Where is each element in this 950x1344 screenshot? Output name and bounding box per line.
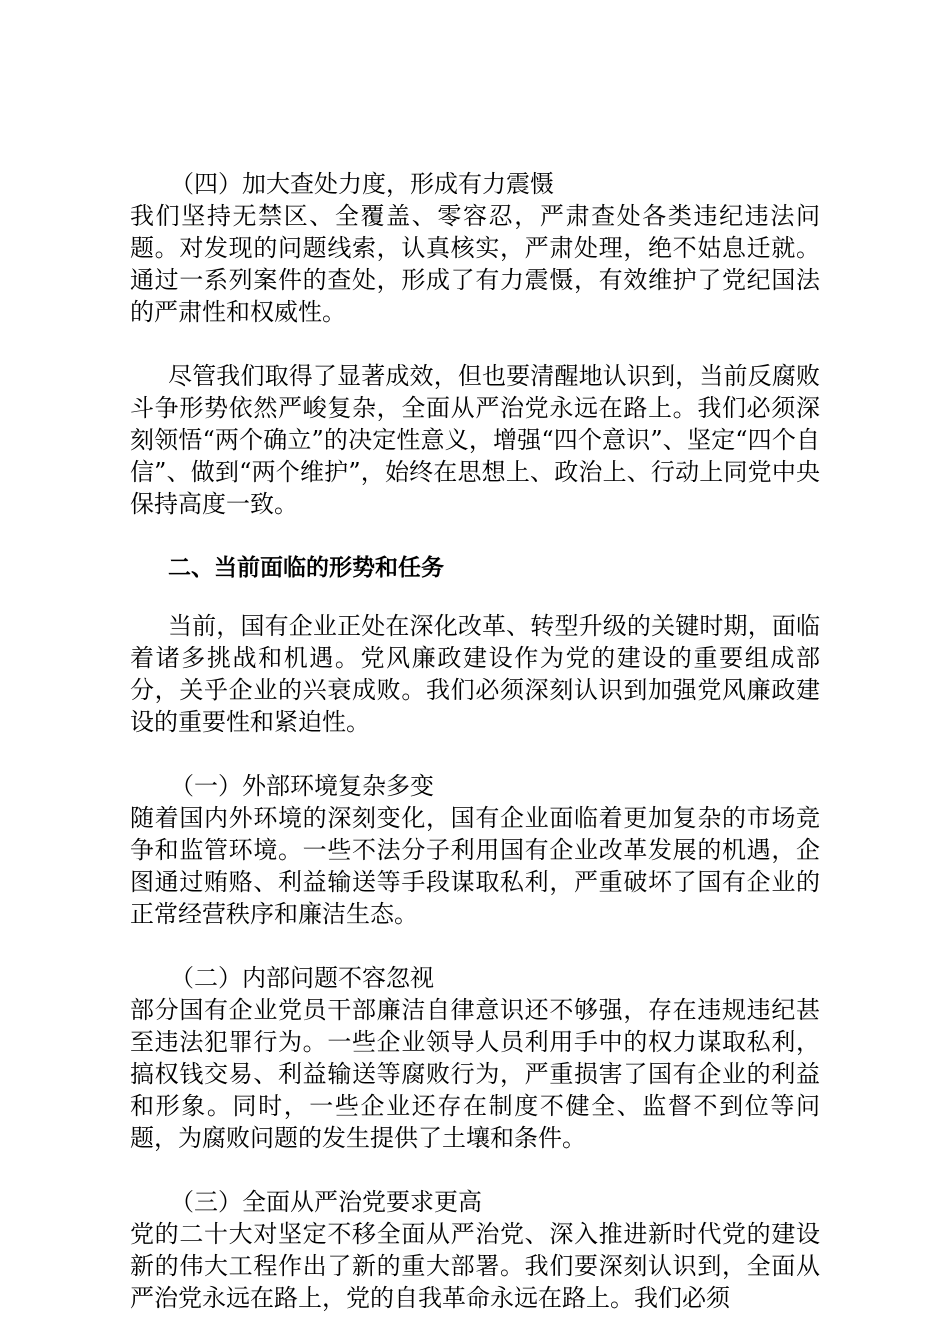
summary-paragraph: 尽管我们取得了显著成效，但也要清醒地认识到，当前反腐败斗争形势依然严峻复杂，全面从严治党永远在路上。我们必须深刻领悟“两个确立”的决定性意义，增强“四个意识”、坚定“四个自信”、做到“两个维护”，始终在思想上、政治上、行动上同党中央保持高度一致。 xyxy=(130,362,820,518)
subsection-title-4: （四）加大查处力度，形成有力震慑 xyxy=(170,170,554,198)
subsection-body-1: 随着国内外环境的深刻变化，国有企业面临着更加复杂的市场竞争和监管环境。一些不法分子利用国有企业改革发展的机遇，企图通过贿赂、利益输送等手段谋取私利，严重破坏了国有企业的正常经营秩序和廉洁生态。 xyxy=(130,804,820,928)
subsection-title-2: （二）内部问题不容忽视 xyxy=(170,964,434,992)
subsection-title-1: （一）外部环境复杂多变 xyxy=(170,772,434,800)
subsection-title-3: （三）全面从严治党要求更高 xyxy=(170,1188,482,1216)
document-body xyxy=(130,168,820,1314)
subsection-body-3: 党的二十大对坚定不移全面从严治党、深入推进新时代党的建设新的伟大工程作出了新的重大部署。我们要深刻认识到，全面从严治党永远在路上，党的自我革命永远在路上。我们必须 xyxy=(130,1220,820,1312)
section-intro-paragraph: 当前，国有企业正处在深化改革、转型升级的关键时期，面临着诸多挑战和机遇。党风廉政建设作为党的建设的重要组成部分，关乎企业的兴衰成败。我们必须深刻认识到加强党风廉政建设的重要性和紧迫性。 xyxy=(130,612,820,736)
subsection-body-4: 我们坚持无禁区、全覆盖、零容忍，严肃查处各类违纪违法问题。对发现的问题线索，认真核实，严肃处理，绝不姑息迁就。通过一系列案件的查处，形成了有力震慑，有效维护了党纪国法的严肃性和权威性。 xyxy=(130,202,820,326)
subsection-body-2: 部分国有企业党员干部廉洁自律意识还不够强，存在违规违纪甚至违法犯罪行为。一些企业领导人员利用手中的权力谋取私利，搞权钱交易、利益输送等腐败行为，严重损害了国有企业的利益和形象。同时，一些企业还存在制度不健全、监督不到位等问题，为腐败问题的发生提供了土壤和条件。 xyxy=(130,996,820,1152)
section-heading-2: 二、当前面临的形势和任务 xyxy=(168,555,444,581)
